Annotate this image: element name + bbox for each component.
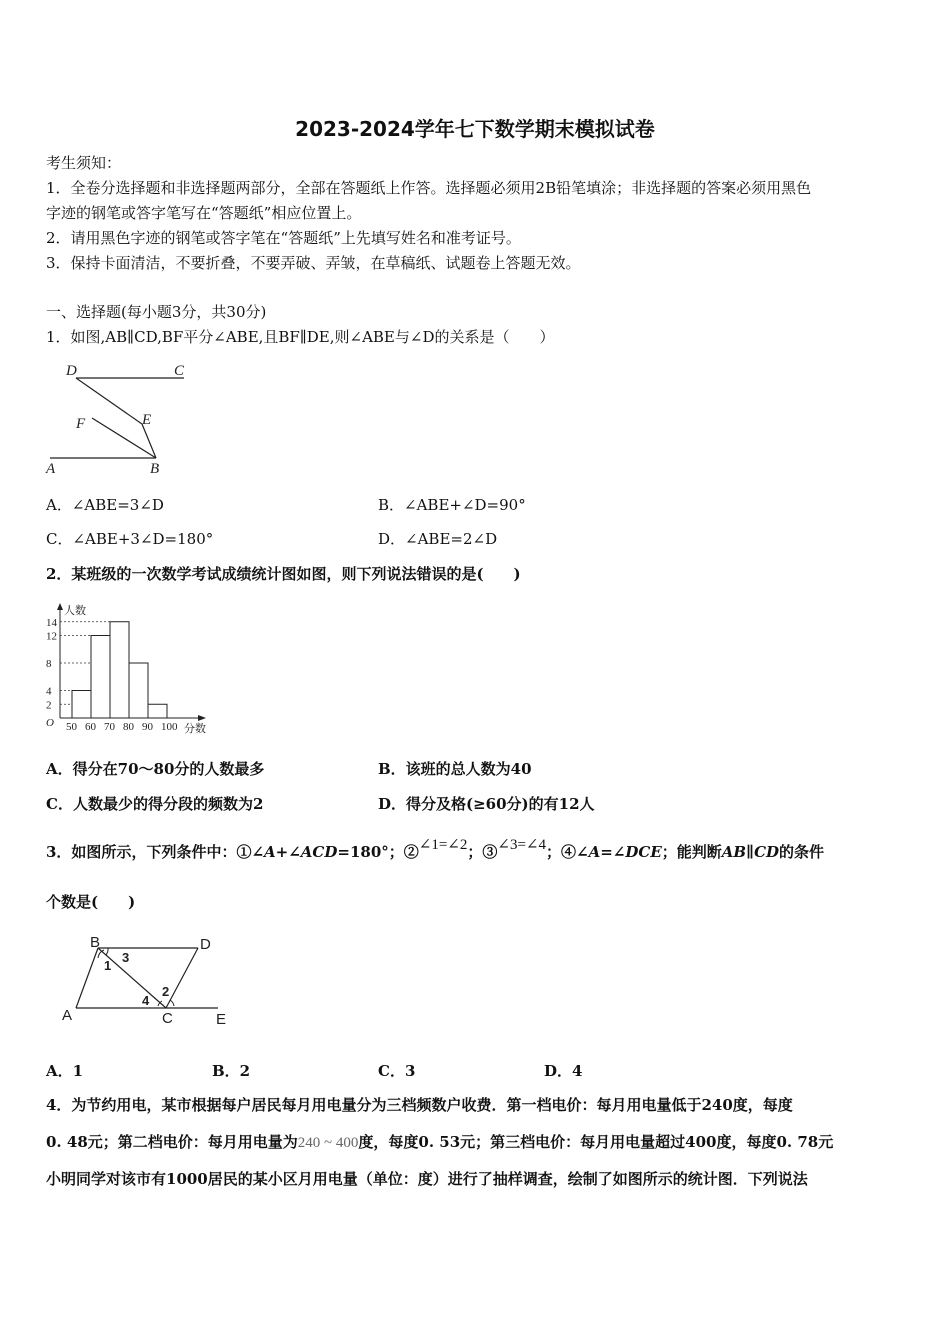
angle-3-arc [106,948,108,955]
q3-cd: CD [754,843,780,861]
label-A: A [46,461,56,477]
q3-a2: A [588,843,601,861]
label-angle-4: 4 [142,993,150,1008]
q3-figure [58,934,238,1030]
line-bc [98,948,166,1008]
q3-sep2: ；④∠ [546,843,589,861]
line-de [76,378,142,424]
histogram-bar-90-100 [148,704,167,718]
q2-histogram [44,600,224,740]
y-tick-4: 4 [46,685,52,698]
label-angle-3: 3 [122,950,130,965]
label-angle-1: 1 [104,958,112,973]
x-tick-80: 80 [123,721,134,733]
q2-option-b: B．该班的总人数为40 [378,760,532,778]
histogram-bar-50-60 [72,691,91,719]
q3-option-d: D．4 [544,1062,583,1080]
label-C: C [162,1010,173,1027]
line-cd [166,948,198,1008]
line-eb [142,424,156,458]
q1-option-b: B．∠ABE+∠D=90° [378,496,526,514]
q3-cond-3: ∠3=∠4 [497,837,547,853]
page-title: 2023-2024学年七下数学期末模拟试卷 [295,117,655,141]
notice-line-1b: 字迹的钢笔或答字笔写在“答题纸”相应位置上。 [46,204,362,222]
angle-2-arc [170,1000,174,1006]
label-A: A [62,1007,73,1024]
q4-line-1: 4．为节约用电，某市根据每户居民每月用电量分为三档频数户收费．第一档电价：每月用电量低于240度，每度 [46,1096,793,1114]
q2-option-d: D．得分及格(≥60分)的有12人 [378,795,595,813]
x-axis-arrow [198,715,206,721]
label-D: D [200,936,211,953]
q3-eq: =∠ [600,843,626,861]
origin-label: O [46,717,54,729]
histogram-bar-70-80 [110,622,129,718]
q3-a: A [264,843,276,861]
q4-line-2a: 0. 48元；第二档电价：每月用电量为 [46,1133,298,1151]
section-heading: 一、选择题(每小题3分，共30分) [46,303,267,321]
x-axis-label: 分数 [184,723,206,735]
y-axis-label: 人数 [64,605,86,617]
x-tick-100: 100 [161,721,178,733]
q4-range: 240 ~ 400 [297,1135,359,1151]
y-axis-arrow [57,603,63,610]
label-C: C [174,363,185,379]
q3-option-a: A．1 [46,1062,84,1080]
q1-option-a: A．∠ABE=3∠D [46,496,164,514]
q3-sep: ；③ [467,843,498,861]
x-tick-60: 60 [85,721,96,733]
q3-par: ∥ [746,843,755,861]
y-tick-8: 8 [46,658,52,670]
q3-tail: 的条件 [779,843,825,861]
q4-line-2 [46,1131,833,1152]
q3-stem [46,837,825,862]
q3-dce: DCE [625,843,662,861]
q2-option-c: C．人数最少的得分段的频数为2 [46,795,264,813]
q3-prefix: 3．如图所示，下列条件中：①∠ [46,843,265,861]
label-B: B [90,934,101,951]
notice-line-2: 2．请用黑色字迹的钢笔或答字笔在“答题纸”上先填写姓名和准考证号。 [46,229,521,247]
q1-figure [44,358,204,478]
q3-judge: ；能判断 [661,843,722,861]
y-tick-2: 2 [46,699,52,712]
q3-stem-2: 个数是( ) [46,893,136,911]
x-tick-70: 70 [104,721,115,733]
line-ab [76,948,98,1008]
histogram-bar-80-90 [129,663,148,718]
q2-option-a: A．得分在70～80分的人数最多 [46,760,265,778]
x-tick-90: 90 [142,721,153,733]
label-E: E [142,412,152,428]
x-tick-50: 50 [66,721,77,733]
q1-option-d: D．∠ABE=2∠D [378,530,498,548]
y-tick-12: 12 [46,630,57,643]
q3-option-c: C．3 [378,1062,416,1080]
y-tick-14: 14 [46,616,57,629]
q3-plus: +∠ [275,843,301,861]
q3-deg: =180°；② [337,843,419,861]
q3-acd: ACD [300,843,338,861]
q3-cond-2: ∠1=∠2 [418,837,468,853]
q1-option-c: C．∠ABE+3∠D=180° [46,530,214,548]
label-B: B [150,461,160,477]
q1-stem: 1．如图,AB∥CD,BF平分∠ABE,且BF∥DE,则∠ABE与∠D的关系是（ ） [46,328,555,346]
label-angle-2: 2 [162,984,170,999]
q3-option-b: B．2 [212,1062,251,1080]
histogram-bar-60-70 [91,636,110,719]
label-E: E [216,1011,227,1028]
notice-line-3: 3．保持卡面清洁，不要折叠，不要弄破、弄皱，在草稿纸、试题卷上答题无效。 [46,254,581,272]
notice-line-1: 1．全卷分选择题和非选择题两部分，全部在答题纸上作答。选择题必须用2B铅笔填涂；非选择题的答案必须用黑色 [46,179,812,197]
label-F: F [76,416,86,432]
q2-stem: 2．某班级的一次数学考试成绩统计图如图，则下列说法错误的是( ) [46,565,521,583]
q4-line-3: 小明同学对该市有1000居民的某小区月用电量（单位：度）进行了抽样调查，绘制了如图所示的统计图．下列说法 [46,1170,808,1188]
q4-line-2b: 度，每度0. 53元；第三档电价：每月用电量超过400度，每度0. 78元 [358,1133,834,1151]
label-D: D [66,363,77,379]
q3-ab: AB [721,843,747,861]
notice-heading: 考生须知： [46,154,122,172]
